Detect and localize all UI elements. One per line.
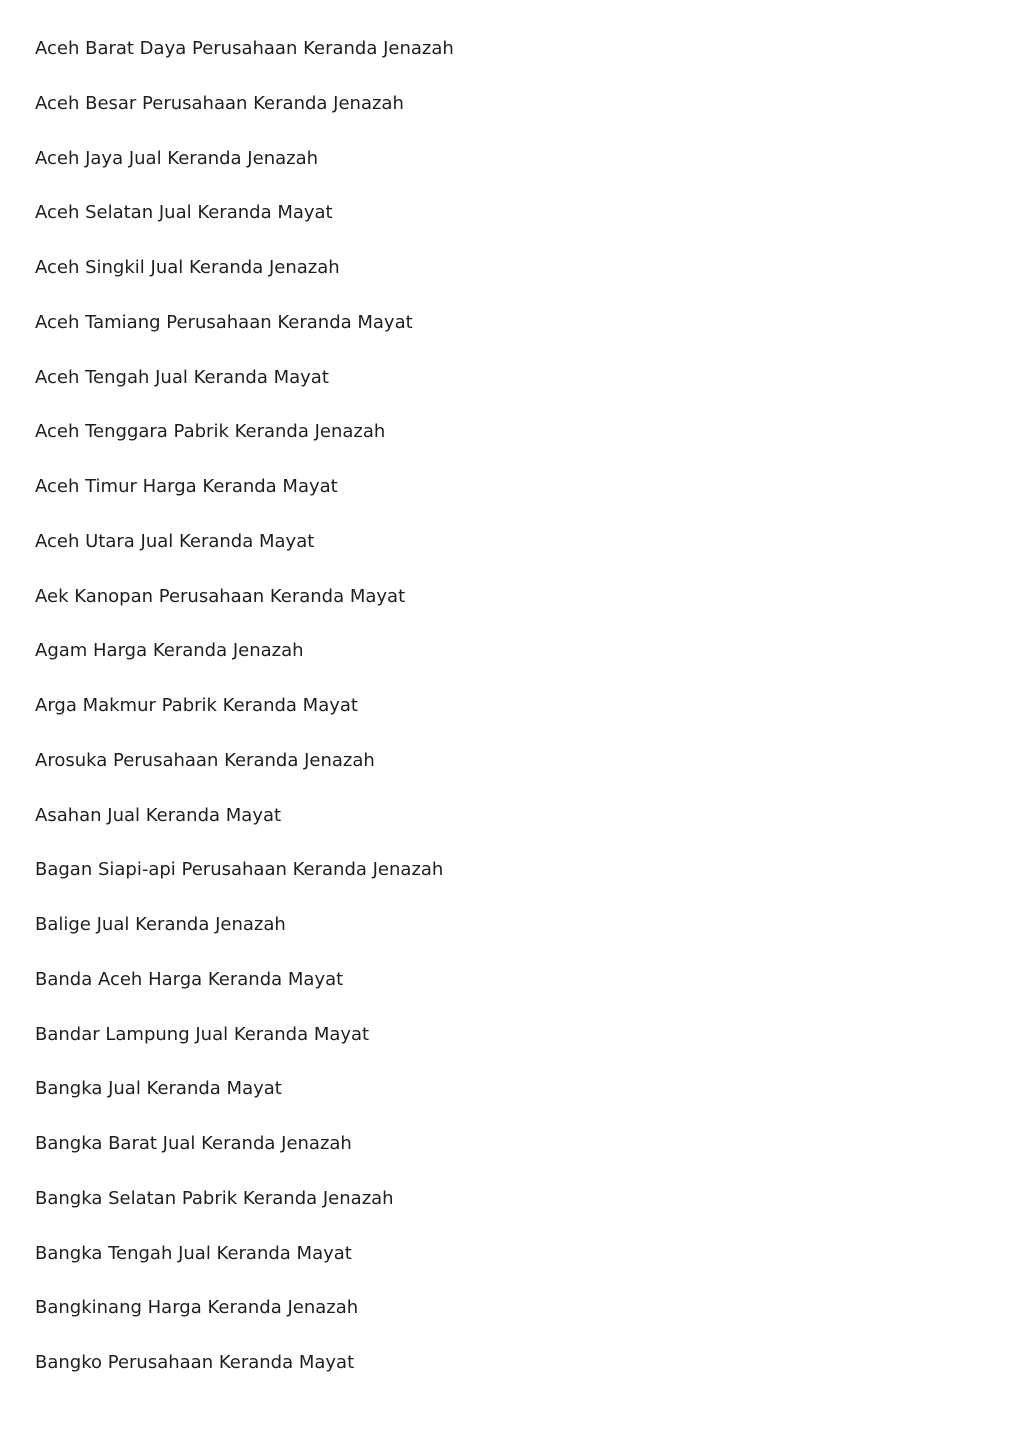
- entry-list: [35, 36, 454, 1405]
- list-item: Balige Jual Keranda Jenazah: [35, 914, 286, 935]
- list-item: Arga Makmur Pabrik Keranda Mayat: [35, 695, 358, 716]
- list-item: Bandar Lampung Jual Keranda Mayat: [35, 1023, 370, 1045]
- list-item: Bagan Siapi-api Perusahaan Keranda Jenazah: [35, 859, 444, 881]
- list-item: Aek Kanopan Perusahaan Keranda Mayat: [35, 585, 406, 607]
- list-item: Bangko Perusahaan Keranda Mayat: [35, 1352, 355, 1373]
- list-item: Bangka Tengah Jual Keranda Mayat: [35, 1242, 352, 1264]
- list-item: Aceh Tamiang Perusahaan Keranda Mayat: [35, 311, 413, 333]
- list-item: Agam Harga Keranda Jenazah: [35, 640, 304, 662]
- list-item: Aceh Barat Daya Perusahaan Keranda Jenazah: [35, 38, 454, 59]
- list-item: Bangkinang Harga Keranda Jenazah: [35, 1297, 359, 1319]
- list-item: Bangka Barat Jual Keranda Jenazah: [35, 1133, 352, 1154]
- list-item: Aceh Jaya Jual Keranda Jenazah: [35, 147, 319, 169]
- list-item: Aceh Tenggara Pabrik Keranda Jenazah: [35, 421, 386, 443]
- list-item: Banda Aceh Harga Keranda Mayat: [35, 968, 344, 990]
- list-item: Aceh Tengah Jual Keranda Mayat: [35, 366, 329, 388]
- list-item: Bangka Selatan Pabrik Keranda Jenazah: [35, 1187, 394, 1209]
- list-item: Aceh Selatan Jual Keranda Mayat: [35, 202, 333, 224]
- list-item: Bangka Jual Keranda Mayat: [35, 1078, 282, 1100]
- list-item: Aceh Timur Harga Keranda Mayat: [35, 476, 338, 497]
- list-item: Aceh Singkil Jual Keranda Jenazah: [35, 257, 340, 278]
- list-item: Aceh Besar Perusahaan Keranda Jenazah: [35, 92, 404, 114]
- list-item: Asahan Jual Keranda Mayat: [35, 804, 282, 826]
- list-item: Arosuka Perusahaan Keranda Jenazah: [35, 749, 375, 771]
- list-item: Aceh Utara Jual Keranda Mayat: [35, 530, 315, 552]
